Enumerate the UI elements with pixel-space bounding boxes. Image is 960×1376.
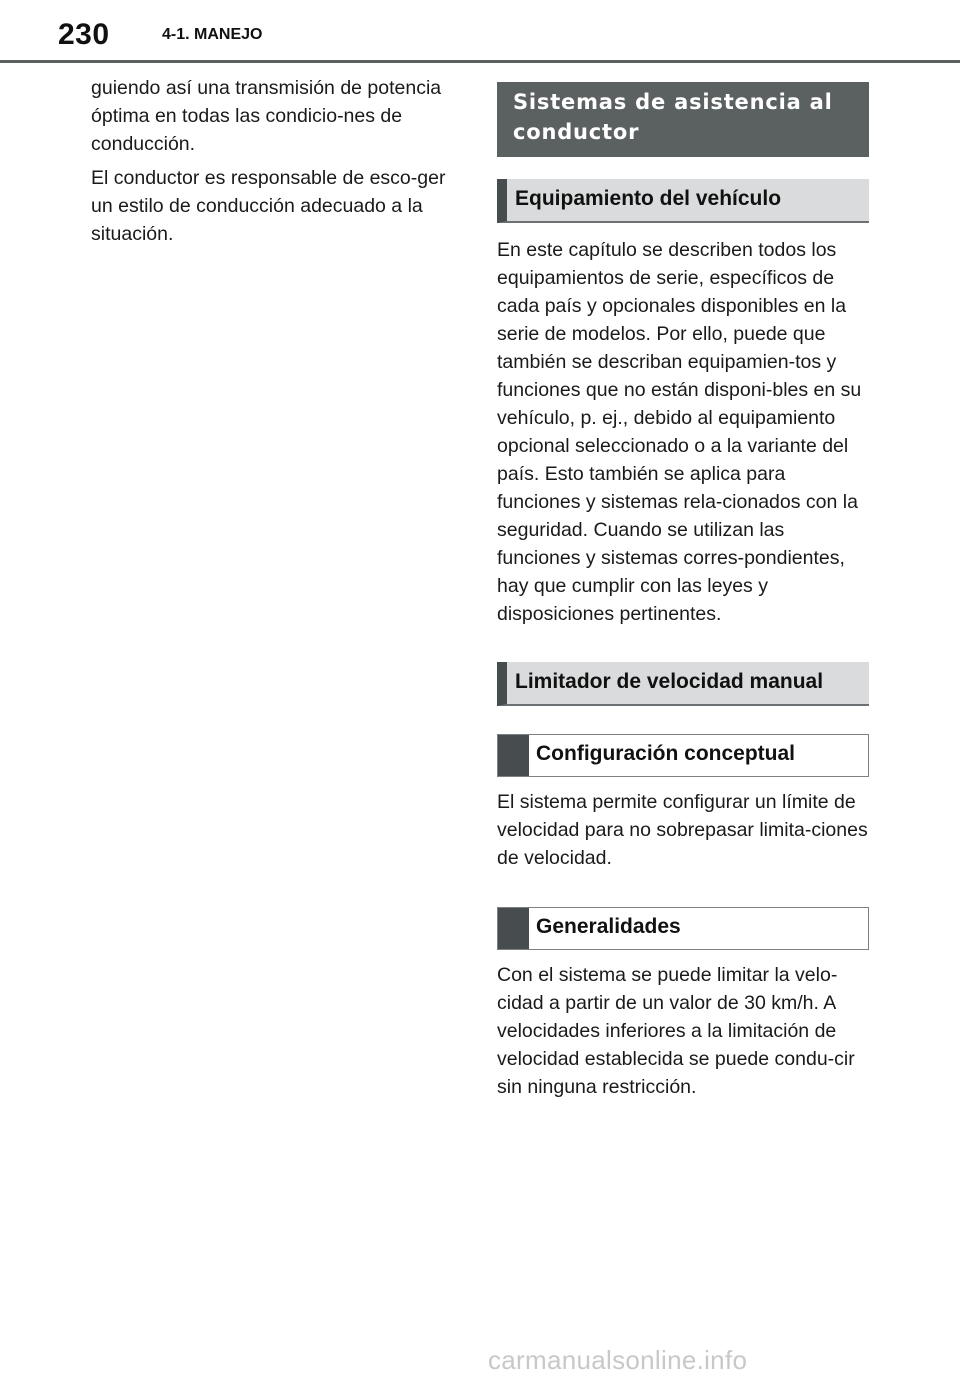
general-heading-bar [498,908,529,949]
general-heading-label: Generalidades [536,915,681,938]
equipment-heading: Equipamiento del vehículo [497,179,869,223]
chapter-title: 4-1. MANEJO [162,26,263,43]
concept-heading-box [497,734,869,777]
left-column [91,74,451,248]
equipment-paragraph: En este capítulo se describen todos los equipamientos de serie, específicos de cada país y opcionales disponibles en la serie de modelos. Por ello, puede que también se describan equipamien-tos y funciones que no están disponi-bles en su vehículo, p. ej., debido al equipamiento opcional seleccionado o a la variante del país. Esto también se aplica para funciones y sistemas rela-cionados con la seguridad. Cuando se utilizan las funciones y sistemas corres-pondientes, hay que cumplir con las leyes y disposiciones pertinentes. [497,239,862,625]
right-column [497,82,869,1101]
speed-limiter-heading: Limitador de velocidad manual [497,662,869,706]
concept-heading-label: Configuración conceptual [536,742,796,765]
left-paragraph-1: guiendo así una transmisión de potencia óptima en todas las condicio-nes de conducción. [91,77,442,155]
general-paragraph: Con el sistema se puede limitar la velo-cidad a partir de un valor de 30 km/h. A velocidades inferiores a la limitación de velocidad establecida se puede condu-cir sin ninguna restricción. [497,964,855,1098]
watermark: carmanualsonline.info [488,1345,748,1375]
concept-paragraph: El sistema permite configurar un límite de velocidad para no sobrepasar limita-ciones de velocidad. [497,791,868,869]
concept-heading-bar [498,735,529,776]
header-rule [0,60,960,63]
general-heading-box [497,907,869,950]
section-title-banner: Sistemas de asistencia al conductor [497,82,869,157]
left-paragraph-2: El conductor es responsable de esco-ger un estilo de conducción adecuado a la situación. [91,167,446,245]
page-number: 230 [58,18,110,51]
